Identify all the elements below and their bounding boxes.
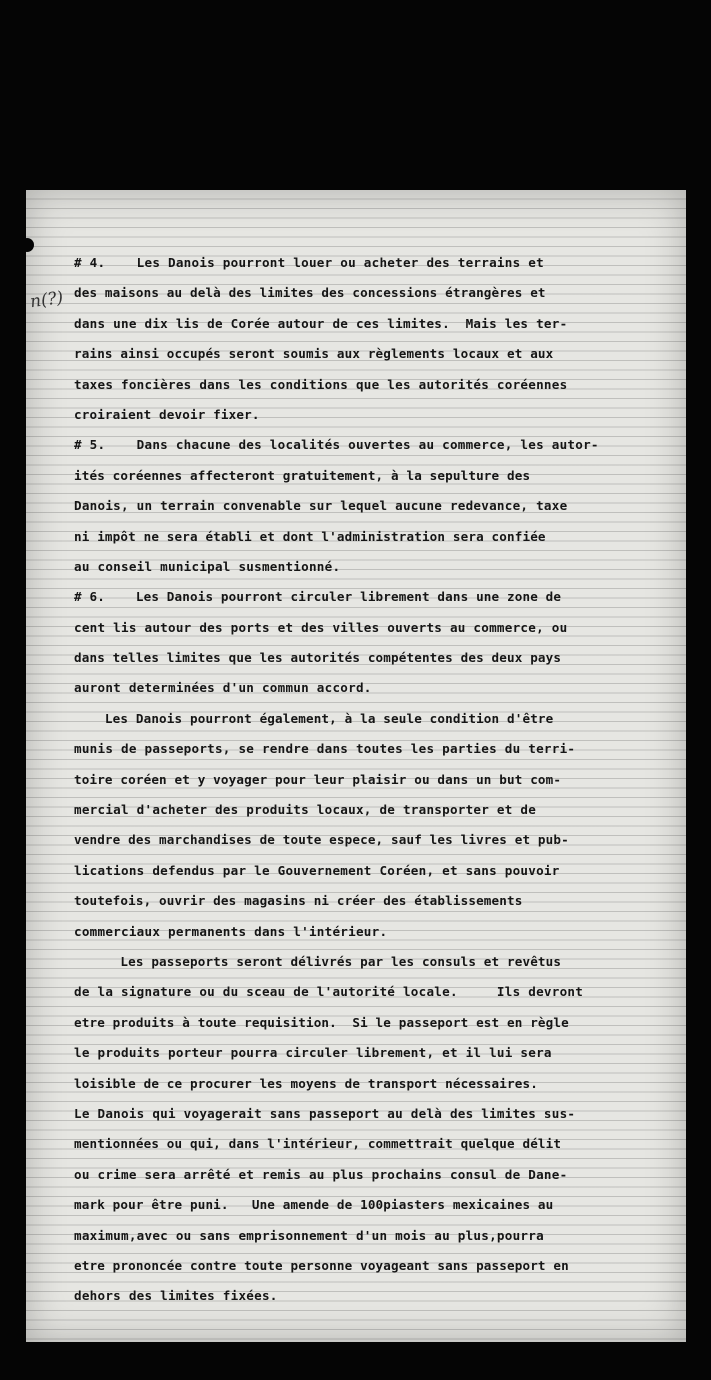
text-line: Les passeports seront délivrés par les consuls et revêtus <box>74 953 562 969</box>
text-line: mentionnées ou qui, dans l'intérieur, commettrait quelque délit <box>74 1136 562 1152</box>
text-line: toire coréen et y voyager pour leur plaisir ou dans un but com- <box>74 771 562 787</box>
text-line: ou crime sera arrêté et remis au plus prochains consul de Dane- <box>74 1166 568 1182</box>
text-line: des maisons au delà des limites des concessions étrangères et <box>74 285 546 301</box>
text-line: Le Danois qui voyagerait sans passeport au delà des limites sus- <box>74 1105 576 1121</box>
text-line: le produits porteur pourra circuler librement, et il lui sera <box>74 1045 552 1061</box>
text-line: dans une dix lis de Corée autour de ces limites. Mais les ter- <box>74 315 568 331</box>
text-line: taxes foncières dans les conditions que les autorités coréennes <box>74 376 568 392</box>
text-line: cent lis autour des ports et des villes ouverts au commerce, ou <box>74 619 568 635</box>
text-line: etre prononcée contre toute personne voyageant sans passeport en <box>74 1257 569 1273</box>
text-line: lications defendus par le Gouvernement Coréen, et sans pouvoir <box>74 862 560 878</box>
text-line: etre produits à toute requisition. Si le passeport est en règle <box>74 1014 569 1030</box>
text-line: ités coréennes affecteront gratuitement, à la sepulture des <box>74 467 531 483</box>
text-line: croiraient devoir fixer. <box>74 406 260 422</box>
text-line: ni impôt ne sera établi et dont l'administration sera confiée <box>74 528 546 544</box>
text-line: mercial d'acheter des produits locaux, de transporter et de <box>74 802 537 818</box>
text-line: toutefois, ouvrir des magasins ni créer des établissements <box>74 893 523 909</box>
text-line: dehors des limites fixées. <box>74 1288 278 1304</box>
text-line: loisible de ce procurer les moyens de transport nécessaires. <box>74 1075 538 1091</box>
text-line: mark pour être puni. Une amende de 100piasters mexicaines au <box>74 1197 554 1213</box>
text-line: # 6. Les Danois pourront circuler librement dans une zone de <box>74 589 562 605</box>
text-line: Les Danois pourront également, à la seule condition d'être <box>74 710 554 726</box>
punch-hole <box>26 238 34 252</box>
text-line: munis de passeports, se rendre dans toutes les parties du terri- <box>74 741 576 757</box>
text-line: commerciaux permanents dans l'intérieur. <box>74 923 388 939</box>
text-line: dans telles limites que les autorités compétentes des deux pays <box>74 650 562 666</box>
text-line: au conseil municipal susmentionné. <box>74 558 341 574</box>
text-line: rains ainsi occupés seront soumis aux règlements locaux et aux <box>74 346 554 362</box>
text-line: # 4. Les Danois pourront louer ou acheter des terrains et <box>74 255 544 270</box>
text-line: Danois, un terrain convenable sur lequel aucune redevance, taxe <box>74 498 568 514</box>
text-line: de la signature ou du sceau de l'autorité locale. Ils devront <box>74 984 584 1000</box>
document-page <box>26 190 686 1342</box>
text-line: maximum,avec ou sans emprisonnement d'un mois au plus,pourra <box>74 1227 544 1243</box>
text-line: vendre des marchandises de toute espece, sauf les livres et pub- <box>74 832 569 848</box>
document-body <box>74 248 674 1312</box>
text-line: # 5. Dans chacune des localités ouvertes au commerce, les autor- <box>74 437 599 453</box>
text-line: auront determinées d'un commun accord. <box>74 680 372 696</box>
margin-annotation: n(?) <box>28 287 65 313</box>
